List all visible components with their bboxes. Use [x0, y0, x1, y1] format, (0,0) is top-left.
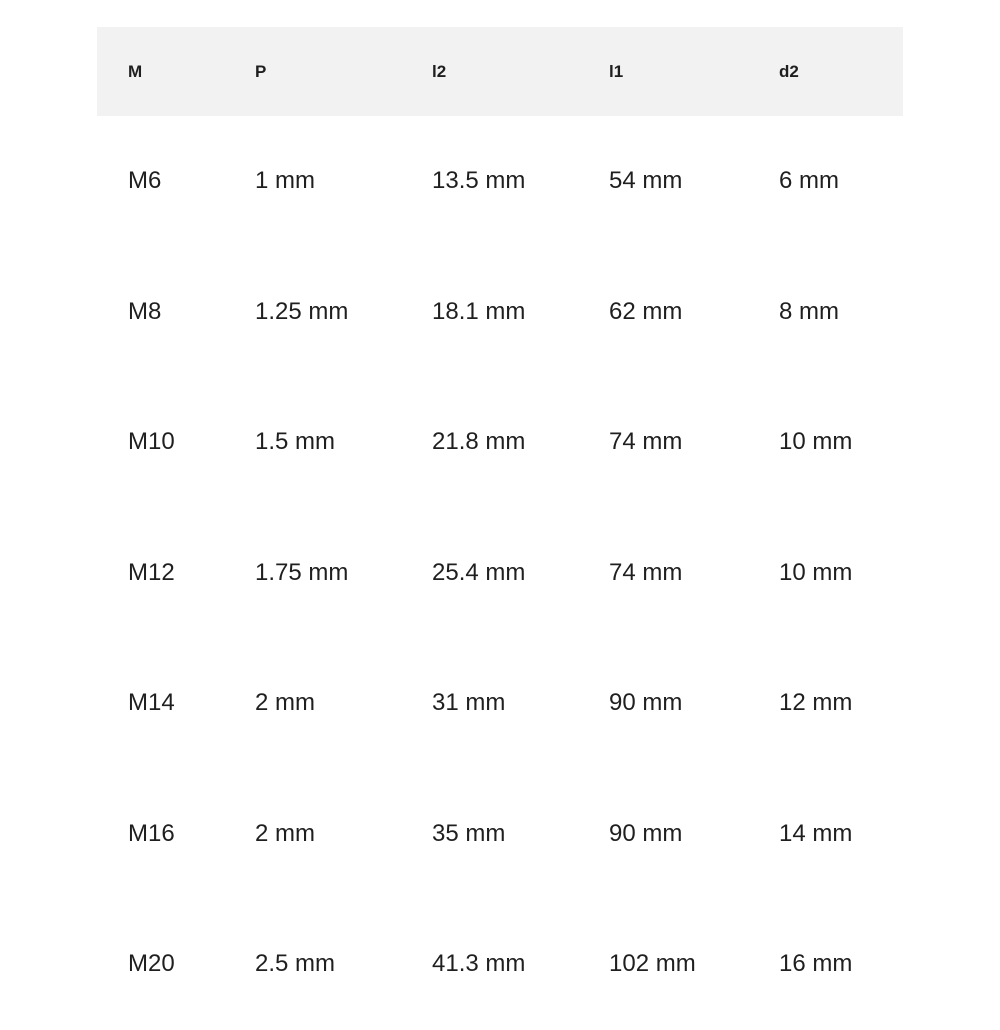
table-cell: 2.5 mm: [255, 950, 336, 978]
table-cell: 1 mm: [255, 167, 315, 195]
table-cell: 21.8 mm: [432, 428, 526, 456]
table-header: [97, 27, 903, 116]
table-cell: M8: [128, 297, 162, 325]
thread-spec-table: [97, 27, 903, 1030]
table-row: [97, 769, 903, 900]
table-cell: 41.3 mm: [432, 950, 526, 978]
table-cell: 90 mm: [609, 819, 683, 847]
header-cell-l1: l1: [609, 61, 624, 81]
table-cell: M12: [128, 558, 175, 586]
table-cell: 12 mm: [779, 689, 853, 717]
table-cell: 2 mm: [255, 689, 315, 717]
header-row: [97, 27, 903, 116]
table-row: [97, 899, 903, 1030]
table-cell: M14: [128, 689, 175, 717]
table-row: [97, 377, 903, 508]
header-cell-l2: l2: [432, 61, 447, 81]
table-cell: 54 mm: [609, 167, 683, 195]
table-cell: 74 mm: [609, 428, 683, 456]
table-cell: 8 mm: [779, 297, 839, 325]
table-cell: 10 mm: [779, 428, 853, 456]
header-cell-d2: d2: [779, 61, 799, 81]
table-body: [97, 116, 903, 1030]
table-cell: 25.4 mm: [432, 558, 526, 586]
table-cell: 16 mm: [779, 950, 853, 978]
header-cell-p: P: [255, 61, 267, 81]
table-cell: 62 mm: [609, 297, 683, 325]
table-cell: M10: [128, 428, 175, 456]
table-cell: 18.1 mm: [432, 297, 526, 325]
table-cell: 14 mm: [779, 819, 853, 847]
table-cell: 2 mm: [255, 819, 315, 847]
table-row: [97, 247, 903, 378]
header-cell-m: M: [128, 61, 143, 81]
table-cell: M20: [128, 950, 175, 978]
table-row: [97, 638, 903, 769]
table-cell: 1.75 mm: [255, 558, 349, 586]
table-cell: 90 mm: [609, 689, 683, 717]
table-cell: M6: [128, 167, 162, 195]
table-cell: 1.25 mm: [255, 297, 349, 325]
table-row: [97, 116, 903, 247]
table-cell: 31 mm: [432, 689, 506, 717]
spec-table-container: [97, 27, 903, 1030]
table-cell: 74 mm: [609, 558, 683, 586]
table-cell: 1.5 mm: [255, 428, 336, 456]
table-cell: 35 mm: [432, 819, 506, 847]
table-cell: 13.5 mm: [432, 167, 526, 195]
table-cell: 102 mm: [609, 950, 696, 978]
table-row: [97, 508, 903, 639]
table-cell: M16: [128, 819, 175, 847]
table-cell: 10 mm: [779, 558, 853, 586]
table-cell: 6 mm: [779, 167, 839, 195]
